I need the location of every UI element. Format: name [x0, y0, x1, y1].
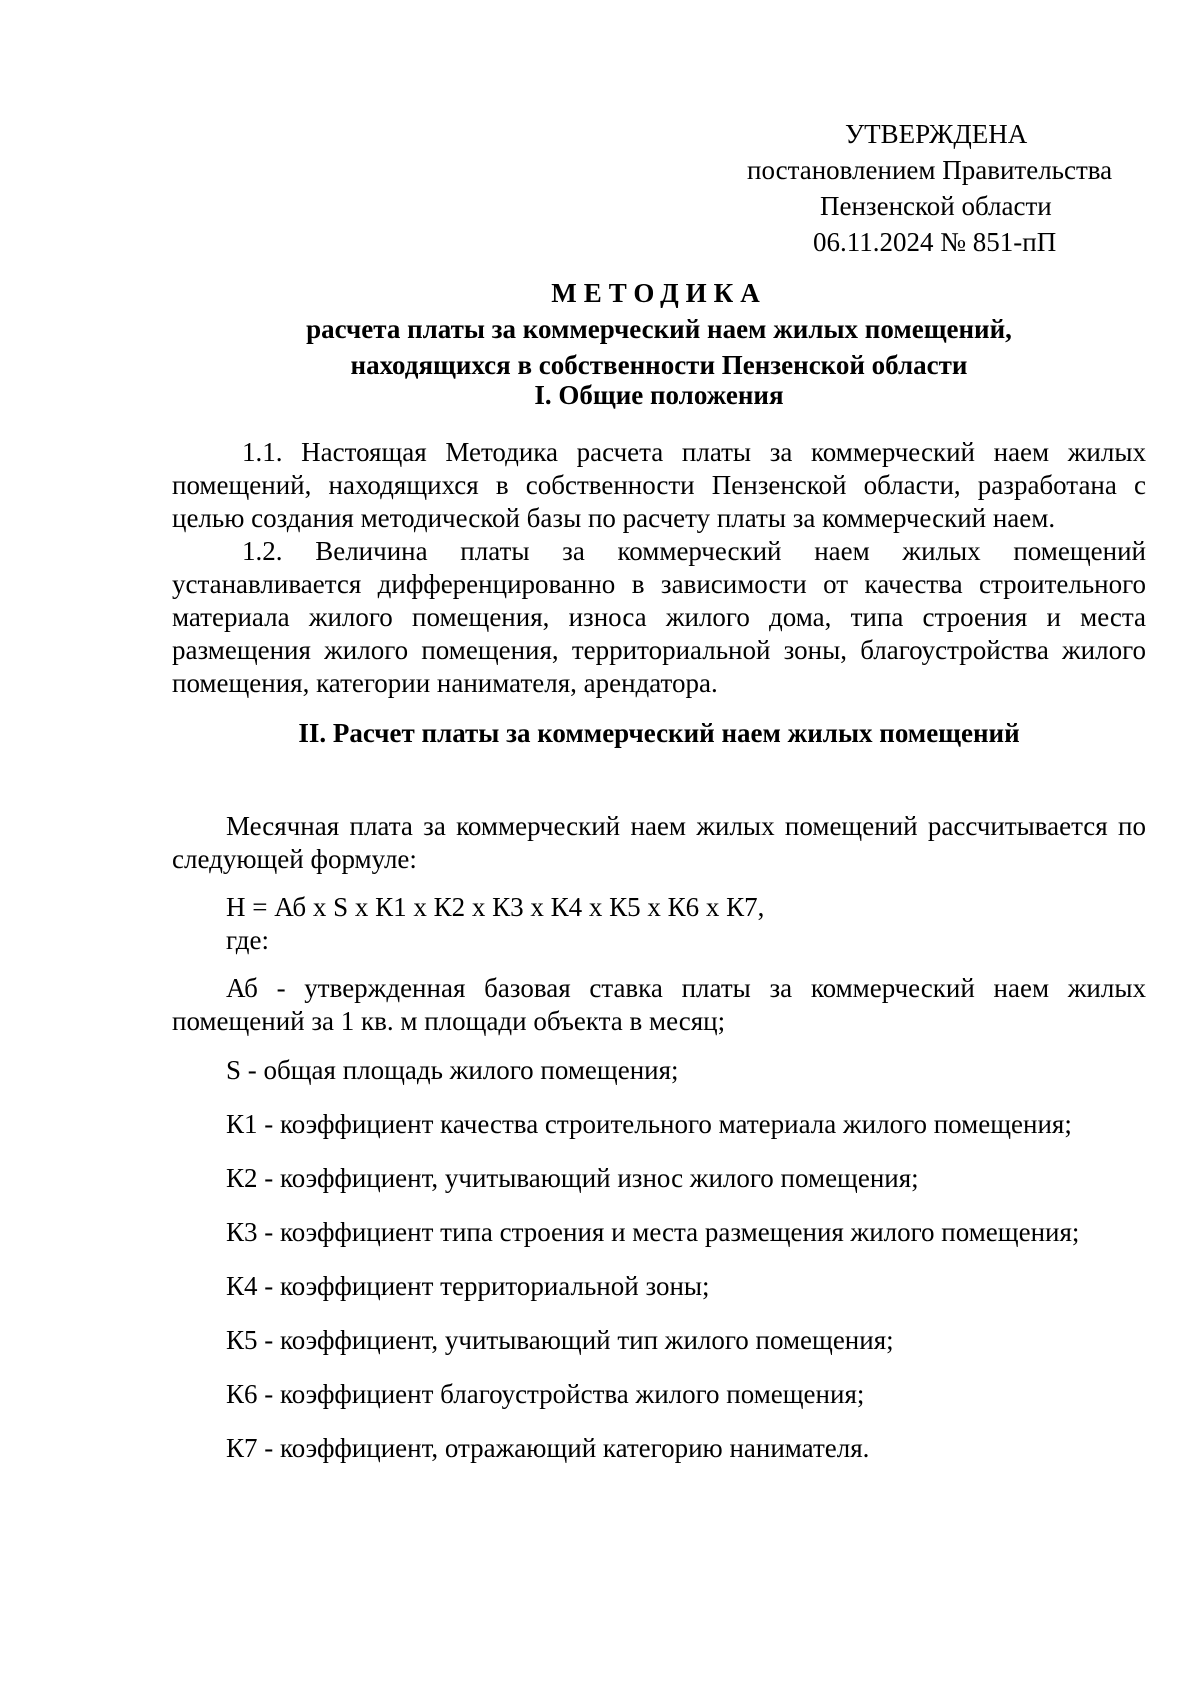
- title-subtitle-line1: расчета платы за коммерческий наем жилых помещений,: [306, 314, 1012, 344]
- definition-ab: Аб - утвержденная базовая ставка платы за коммерческий наем жилых помещений за 1 кв. м площади объекта в месяц;: [172, 973, 1146, 1036]
- title-subtitle-line2: находящихся в собственности Пензенской области: [350, 350, 968, 380]
- document-title: [172, 275, 1146, 383]
- definition-k7: К7 - коэффициент, отражающий категорию нанимателя.: [226, 1433, 870, 1463]
- section2-intro: Месячная плата за коммерческий наем жилых помещений рассчитывается по следующей формуле:: [172, 811, 1146, 874]
- definition-k2: К2 - коэффициент, учитывающий износ жилого помещения;: [226, 1163, 919, 1193]
- definition-k1: К1 - коэффициент качества строительного материала жилого помещения;: [226, 1109, 1072, 1139]
- definition-k4: К4 - коэффициент территориальной зоны;: [226, 1271, 710, 1301]
- approval-line-region: Пензенской области: [820, 191, 1052, 221]
- approval-line-approved: УТВЕРЖДЕНА: [845, 119, 1028, 149]
- definition-k5: К5 - коэффициент, учитывающий тип жилого помещения;: [226, 1325, 894, 1355]
- definition-k6: К6 - коэффициент благоустройства жилого помещения;: [226, 1379, 865, 1409]
- definition-s: S - общая площадь жилого помещения;: [226, 1055, 679, 1085]
- approval-line-resolution: постановлением Правительства: [747, 155, 1113, 185]
- section1-heading: I. Общие положения: [534, 380, 784, 410]
- section1-paragraph-2: 1.2. Величина платы за коммерческий наем жилых помещений устанавливается дифференцированно в зависимости от качества строительного материала жилого помещения, износа жилого дома, типа строения и места размещения жилого помещения, территориальной зоны, благоустройства жилого помещения, категории нанимателя, арендатора.: [172, 536, 1146, 698]
- formula-where: где:: [226, 925, 269, 955]
- title-methodology: МЕТОДИКА: [551, 278, 767, 308]
- approval-stamp: [700, 116, 1170, 260]
- definition-k3: К3 - коэффициент типа строения и места размещения жилого помещения;: [226, 1217, 1080, 1247]
- section1-paragraph-1: 1.1. Настоящая Методика расчета платы за коммерческий наем жилых помещений, находящихся в собственности Пензенской области, разработана с целью создания методической базы по расчету платы за коммерческий наем.: [172, 437, 1146, 533]
- formula: Н = Аб х S х К1 х К2 х К3 х К4 х К5 х К6 х К7,: [226, 892, 765, 922]
- approval-line-date-number: 06.11.2024 № 851-пП: [813, 227, 1057, 257]
- section2-heading: II. Расчет платы за коммерческий наем жилых помещений: [298, 718, 1020, 748]
